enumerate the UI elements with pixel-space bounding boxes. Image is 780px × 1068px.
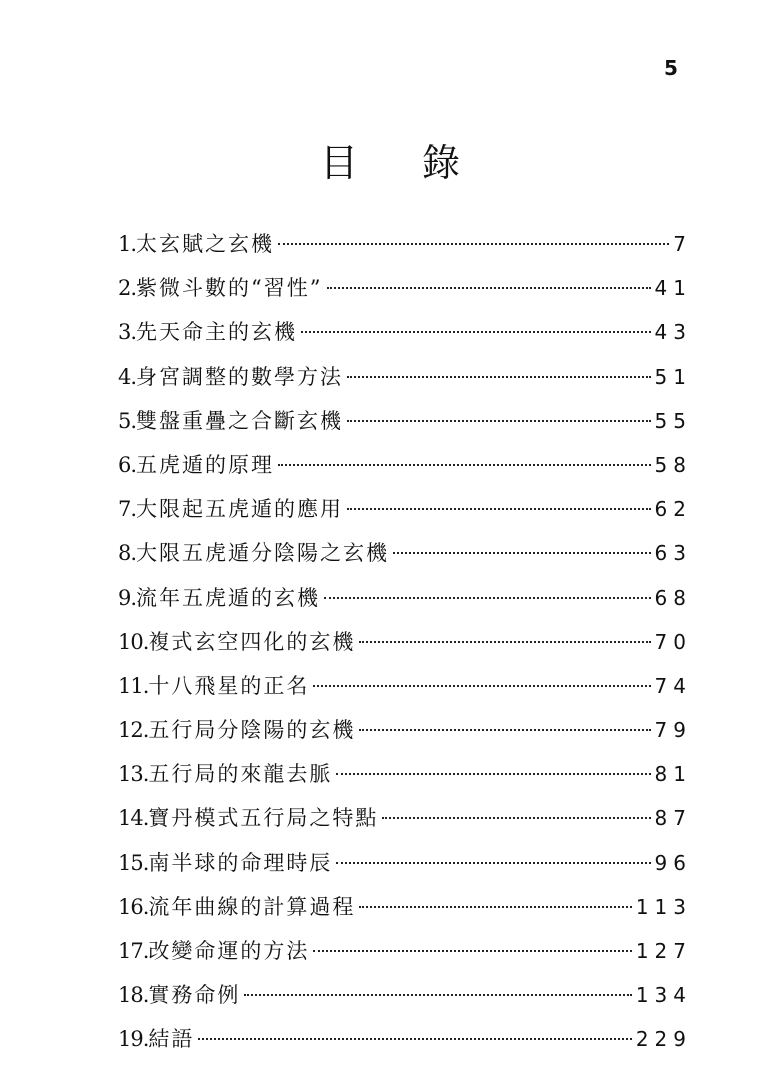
dot-leader <box>359 641 650 643</box>
entry-page: 74 <box>654 673 692 698</box>
dot-leader <box>347 376 651 378</box>
dot-leader <box>347 508 651 510</box>
dot-leader <box>359 906 631 908</box>
entry-number: 6. <box>118 452 137 477</box>
entry-page: 41 <box>654 276 692 301</box>
entry-page: 79 <box>654 718 692 743</box>
page-number: 5 <box>664 56 678 80</box>
entry-number: 3. <box>118 320 137 345</box>
entry-title: 太玄賦之玄機 <box>136 232 275 256</box>
entry-number: 10. <box>118 629 149 654</box>
entry-number: 2. <box>118 276 137 301</box>
toc-entry <box>118 708 692 752</box>
toc-entry <box>118 620 692 664</box>
dot-leader <box>313 685 650 687</box>
dot-leader <box>244 994 631 996</box>
entry-number: 12. <box>118 718 149 743</box>
entry-title: 複式玄空四化的玄機 <box>148 629 356 654</box>
entry-title: 大限起五虎遁的應用 <box>136 497 344 522</box>
toc-entry <box>118 531 692 575</box>
toc-entry <box>118 399 692 443</box>
toc-entry <box>118 929 692 973</box>
entry-title: 寶丹模式五行局之特點 <box>148 806 379 831</box>
entry-page: 63 <box>654 541 692 566</box>
entry-number: 13. <box>118 762 149 787</box>
entry-number: 5. <box>118 408 137 433</box>
entry-page: 134 <box>635 983 692 1008</box>
dot-leader <box>359 729 650 731</box>
entry-page: 87 <box>654 806 692 831</box>
toc-entry <box>118 664 692 708</box>
dot-leader <box>382 817 650 819</box>
dot-leader <box>324 597 651 599</box>
entry-title: 先天命主的玄機 <box>136 320 298 345</box>
toc-entry <box>118 752 692 796</box>
toc-entry <box>118 487 692 531</box>
entry-page: 127 <box>635 939 692 963</box>
entry-number: 19. <box>118 1027 149 1052</box>
entry-title: 結語 <box>148 1027 195 1052</box>
toc-entry <box>118 973 692 1017</box>
entry-number: 18. <box>118 983 149 1008</box>
entry-title: 南半球的命理時辰 <box>148 850 333 875</box>
toc-entry <box>118 1017 692 1061</box>
entry-title: 十八飛星的正名 <box>148 673 310 698</box>
toc-entry <box>118 443 692 487</box>
entry-title: 大限五虎遁分陰陽之玄機 <box>136 541 390 566</box>
entry-title: 流年曲線的計算過程 <box>148 894 356 919</box>
dot-leader <box>313 950 631 952</box>
entry-page: 96 <box>654 850 692 875</box>
toc-entry <box>118 885 692 929</box>
page-title: 目 錄 <box>319 141 487 185</box>
entry-title: 改變命運的方法 <box>148 939 310 963</box>
entry-title: 紫微斗數的“習性” <box>136 276 323 301</box>
entry-title: 實務命例 <box>148 983 241 1008</box>
entry-page: 81 <box>654 762 692 787</box>
entry-number: 15. <box>118 850 149 875</box>
dot-leader <box>336 862 650 864</box>
entry-number: 9. <box>118 585 137 610</box>
toc-entry <box>118 222 692 266</box>
entry-page: 55 <box>654 408 692 433</box>
entry-page: 43 <box>654 320 692 345</box>
entry-number: 17. <box>118 939 149 963</box>
toc-entry <box>118 355 692 399</box>
entry-number: 4. <box>118 364 137 389</box>
dot-leader <box>198 1038 631 1040</box>
entry-title: 五行局的來龍去脈 <box>148 762 333 787</box>
dot-leader <box>301 331 651 333</box>
toc-entry <box>118 310 692 354</box>
dot-leader <box>347 420 651 422</box>
dot-leader <box>336 773 650 775</box>
toc-entry <box>118 841 692 885</box>
entry-title: 流年五虎遁的玄機 <box>136 585 321 610</box>
entry-title: 雙盤重疊之合斷玄機 <box>136 408 344 433</box>
entry-title: 五行局分陰陽的玄機 <box>148 718 356 743</box>
toc-entry <box>118 266 692 310</box>
dot-leader <box>327 287 651 289</box>
entry-number: 11. <box>118 673 149 698</box>
entry-page: 229 <box>635 1027 692 1052</box>
entry-page: 51 <box>654 364 692 389</box>
entry-page: 68 <box>654 585 692 610</box>
entry-page: 70 <box>654 629 692 654</box>
entry-number: 14. <box>118 806 149 831</box>
table-of-contents <box>118 222 692 1062</box>
toc-entry <box>118 796 692 840</box>
entry-number: 7. <box>118 497 137 522</box>
entry-page: 62 <box>654 497 692 522</box>
dot-leader <box>278 464 651 466</box>
entry-page: 113 <box>635 894 692 919</box>
entry-title: 身宮調整的數學方法 <box>136 364 344 389</box>
entry-page: 58 <box>654 452 692 477</box>
toc-entry <box>118 576 692 620</box>
entry-number: 1. <box>118 232 137 256</box>
entry-number: 8. <box>118 541 137 566</box>
entry-number: 16. <box>118 894 149 919</box>
entry-page: 7 <box>673 232 692 256</box>
dot-leader <box>393 552 651 554</box>
entry-title: 五虎遁的原理 <box>136 452 275 477</box>
dot-leader <box>278 243 669 245</box>
